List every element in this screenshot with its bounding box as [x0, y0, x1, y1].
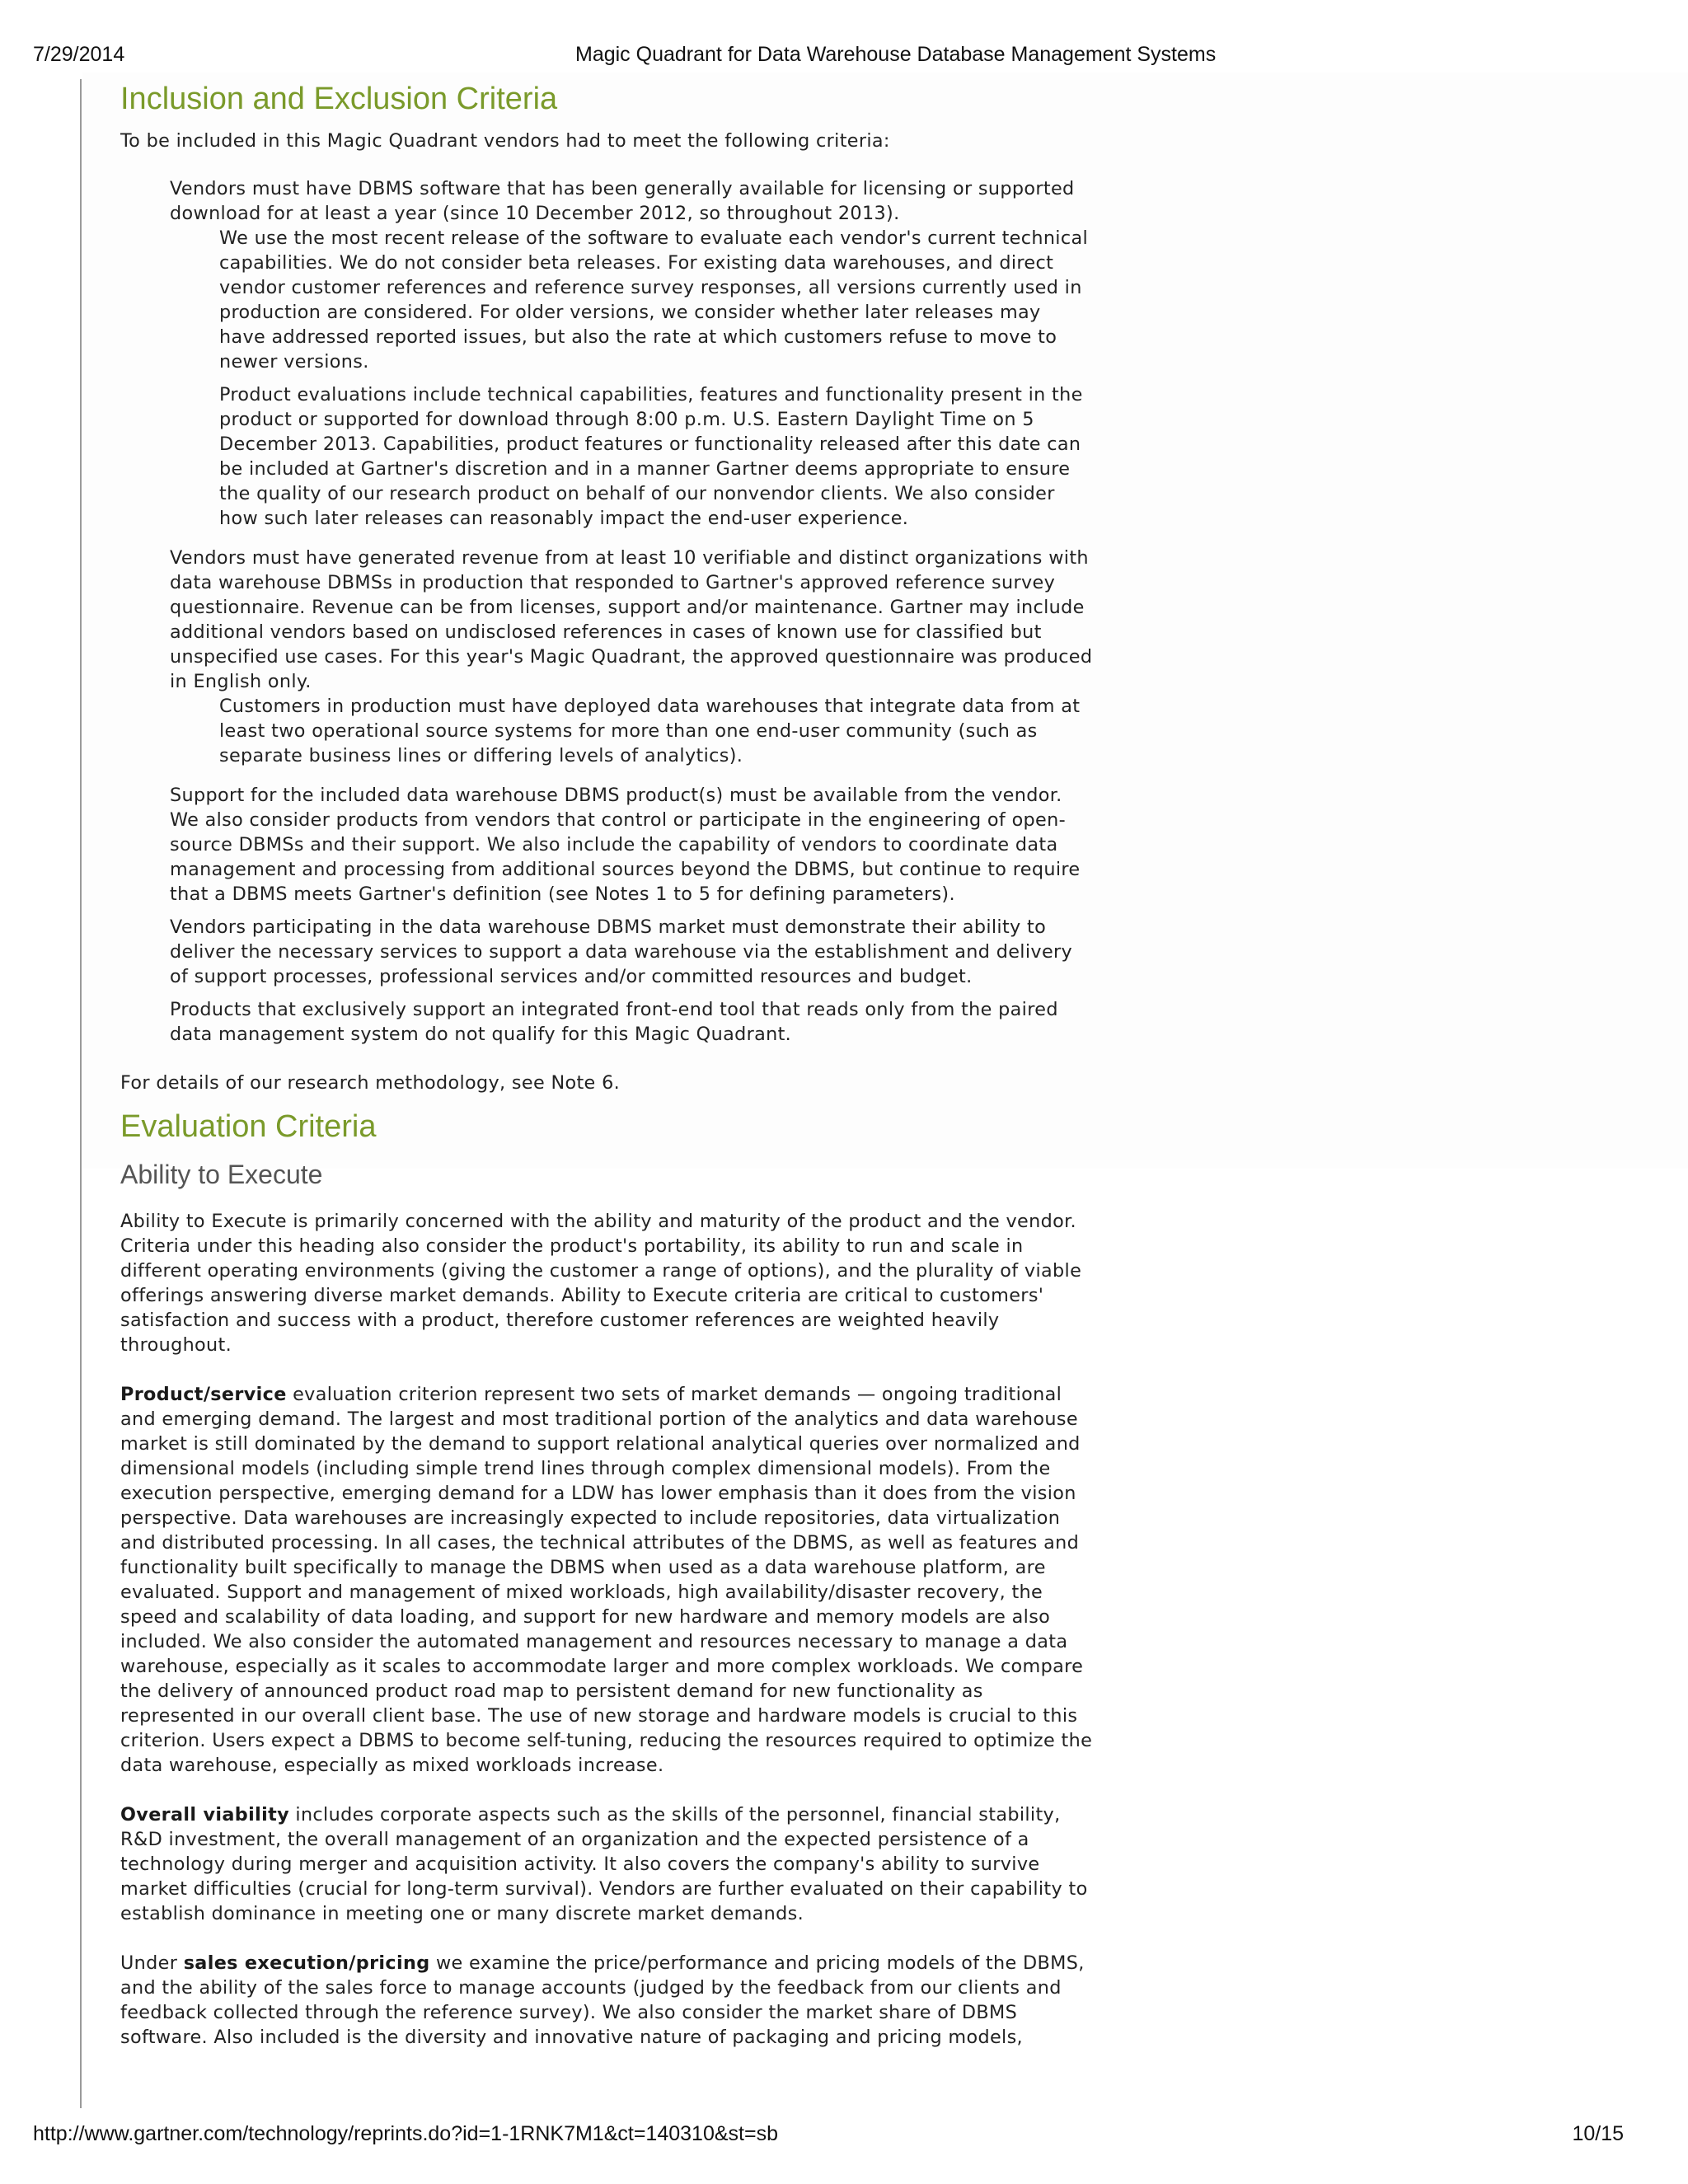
criterion-production-customers: Customers in production must have deployed data warehouses that integrate data from at least two operational source systems for more than one end-user community (such as separate business lines or differing levels of analytics). [219, 696, 1081, 766]
ability-to-execute-heading: Ability to Execute [120, 1160, 323, 1189]
criterion-evaluation-cutoff: Product evaluations include technical capabilities, features and functionality present in the product or supported for download through 8:00 p.m. U.S. Eastern Daylight Time on 5 December 2013. Capabilities, product features or functionality released after this date can be included at Gartner's discretion and in a manner Gartner deems appropriate to ensure the quality of our research product on behalf of our nonvendor clients. We also consider how such later releases can reasonably impact the end-user experience. [219, 384, 1083, 529]
evaluation-heading: Evaluation Criteria [120, 1109, 377, 1144]
overall-viability-paragraph [120, 1802, 1093, 1926]
sales-execution-text: we examine the price/performance and pricing models of the DBMS, and the ability of the sales force to manage accounts (judged by the feedback from our clients and feedback collected through the reference survey). We also consider the market share of DBMS software. Also included is the diversity and innovative nature of packaging and pricing models, [120, 1952, 1085, 2048]
methodology-note: For details of our research methodology, see Note 6. [120, 1072, 621, 1094]
inclusion-heading: Inclusion and Exclusion Criteria [120, 82, 558, 116]
print-url: http://www.gartner.com/technology/reprints.do?id=1-1RNK7M1&ct=140310&st=sb [33, 2122, 778, 2145]
sales-execution-paragraph [120, 1951, 1093, 2050]
print-date: 7/29/2014 [33, 43, 125, 66]
criterion-revenue-references: Vendors must have generated revenue from at least 10 verifiable and distinct organizations with data warehouse DBMSs in production that responded to Gartner's approved reference survey questionnaire. Revenue can be from licenses, support and/or maintenance. Gartner may include additional vendors based on undisclosed references in cases of known use for classified but unspecified use cases. For this year's Magic Quadrant, the approved questionnaire was produced in English only. [170, 547, 1093, 692]
overall-viability-text: includes corporate aspects such as the skills of the personnel, financial stability, R&D investment, the overall management of an organization and the expected persistence of a technology during merger and acquisition activity. It also covers the company's ability to survive market difficulties (crucial for long-term survival). Vendors are further evaluated on their capability to establish dominance in meeting one or many discrete market demands. [120, 1804, 1088, 1924]
print-title: Magic Quadrant for Data Warehouse Database Management Systems [575, 43, 1217, 66]
page-number: 10/15 [1572, 2122, 1624, 2145]
product-service-term: Product/service [120, 1384, 287, 1405]
print-header [33, 43, 1648, 73]
print-footer [33, 2122, 1648, 2152]
ability-to-execute-intro: Ability to Execute is primarily concerned with the ability and maturity of the product and the vendor. Criteria under this heading also consider the product's portability, its ability to run and scale in different operating environments (giving the customer a range of options), and the plurality of viable offerings answering diverse market demands. Ability to Execute criteria are critical to customers' satisfaction and success with a product, therefore customer references are weighted heavily throughout. [120, 1211, 1082, 1356]
inclusion-intro: To be included in this Magic Quadrant vendors had to meet the following criteria: [120, 130, 890, 152]
left-border-rule [80, 79, 82, 2108]
product-service-paragraph [120, 1382, 1093, 1778]
criterion-vendor-support: Support for the included data warehouse DBMS product(s) must be available from the vendor. We also consider products from vendors that control or participate in the engineering of open-source DBMSs and their support. We also include the capability of vendors to coordinate data management and processing from additional sources beyond the DBMS, but continue to require that a DBMS meets Gartner's definition (see Notes 1 to 5 for defining parameters). [170, 785, 1081, 905]
sales-prefix: Under [120, 1952, 184, 1974]
criterion-services: Vendors participating in the data warehouse DBMS market must demonstrate their ability to deliver the necessary services to support a data warehouse via the establishment and delivery of support processes, professional services and/or committed resources and budget. [170, 916, 1073, 987]
article-content [120, 79, 1093, 2050]
sales-execution-term: sales execution/pricing [183, 1952, 430, 1974]
criterion-general-availability: Vendors must have DBMS software that has been generally available for licensing or supported download for at least a year (since 10 December 2012, so throughout 2013). [170, 178, 1075, 224]
criterion-release-note: We use the most recent release of the software to evaluate each vendor's current technical capabilities. We do not consider beta releases. For existing data warehouses, and direct vendor customer references and reference survey responses, all versions currently used in production are considered. For older versions, we consider whether later releases may have addressed reported issues, but also the rate at which customers refuse to move to newer versions. [219, 227, 1089, 373]
overall-viability-term: Overall viability [120, 1804, 289, 1825]
product-service-text: evaluation criterion represent two sets of market demands — ongoing traditional and emerging demand. The largest and most traditional portion of the analytics and data warehouse market is still dominated by the demand to support relational analytical queries over normalized and dimensional models (including simple trend lines through complex dimensional models). From the execution perspective, emerging demand for a LDW has lower emphasis than it does from the vision perspective. Data warehouses are increasingly expected to include repositories, data virtualization and distributed processing. In all cases, the technical attributes of the DBMS, as well as features and functionality built specifically to manage the DBMS when used as a data warehouse platform, are evaluated. Support and management of mixed workloads, high availability/disaster recovery, the speed and scalability of data loading, and support for new hardware and memory models are also included. We also consider the automated management and resources necessary to manage a data warehouse, especially as it scales to accommodate larger and more complex workloads. We compare the delivery of announced product road map to persistent demand for new functionality as represented in our overall client base. The use of new storage and hardware models is crucial to this criterion. Users expect a DBMS to become self-tuning, reducing the resources required to optimize the data warehouse, especially as mixed workloads increase. [120, 1384, 1093, 1776]
criterion-front-end-exclusion: Products that exclusively support an integrated front-end tool that reads only from the paired data management system do not qualify for this Magic Quadrant. [170, 999, 1058, 1045]
